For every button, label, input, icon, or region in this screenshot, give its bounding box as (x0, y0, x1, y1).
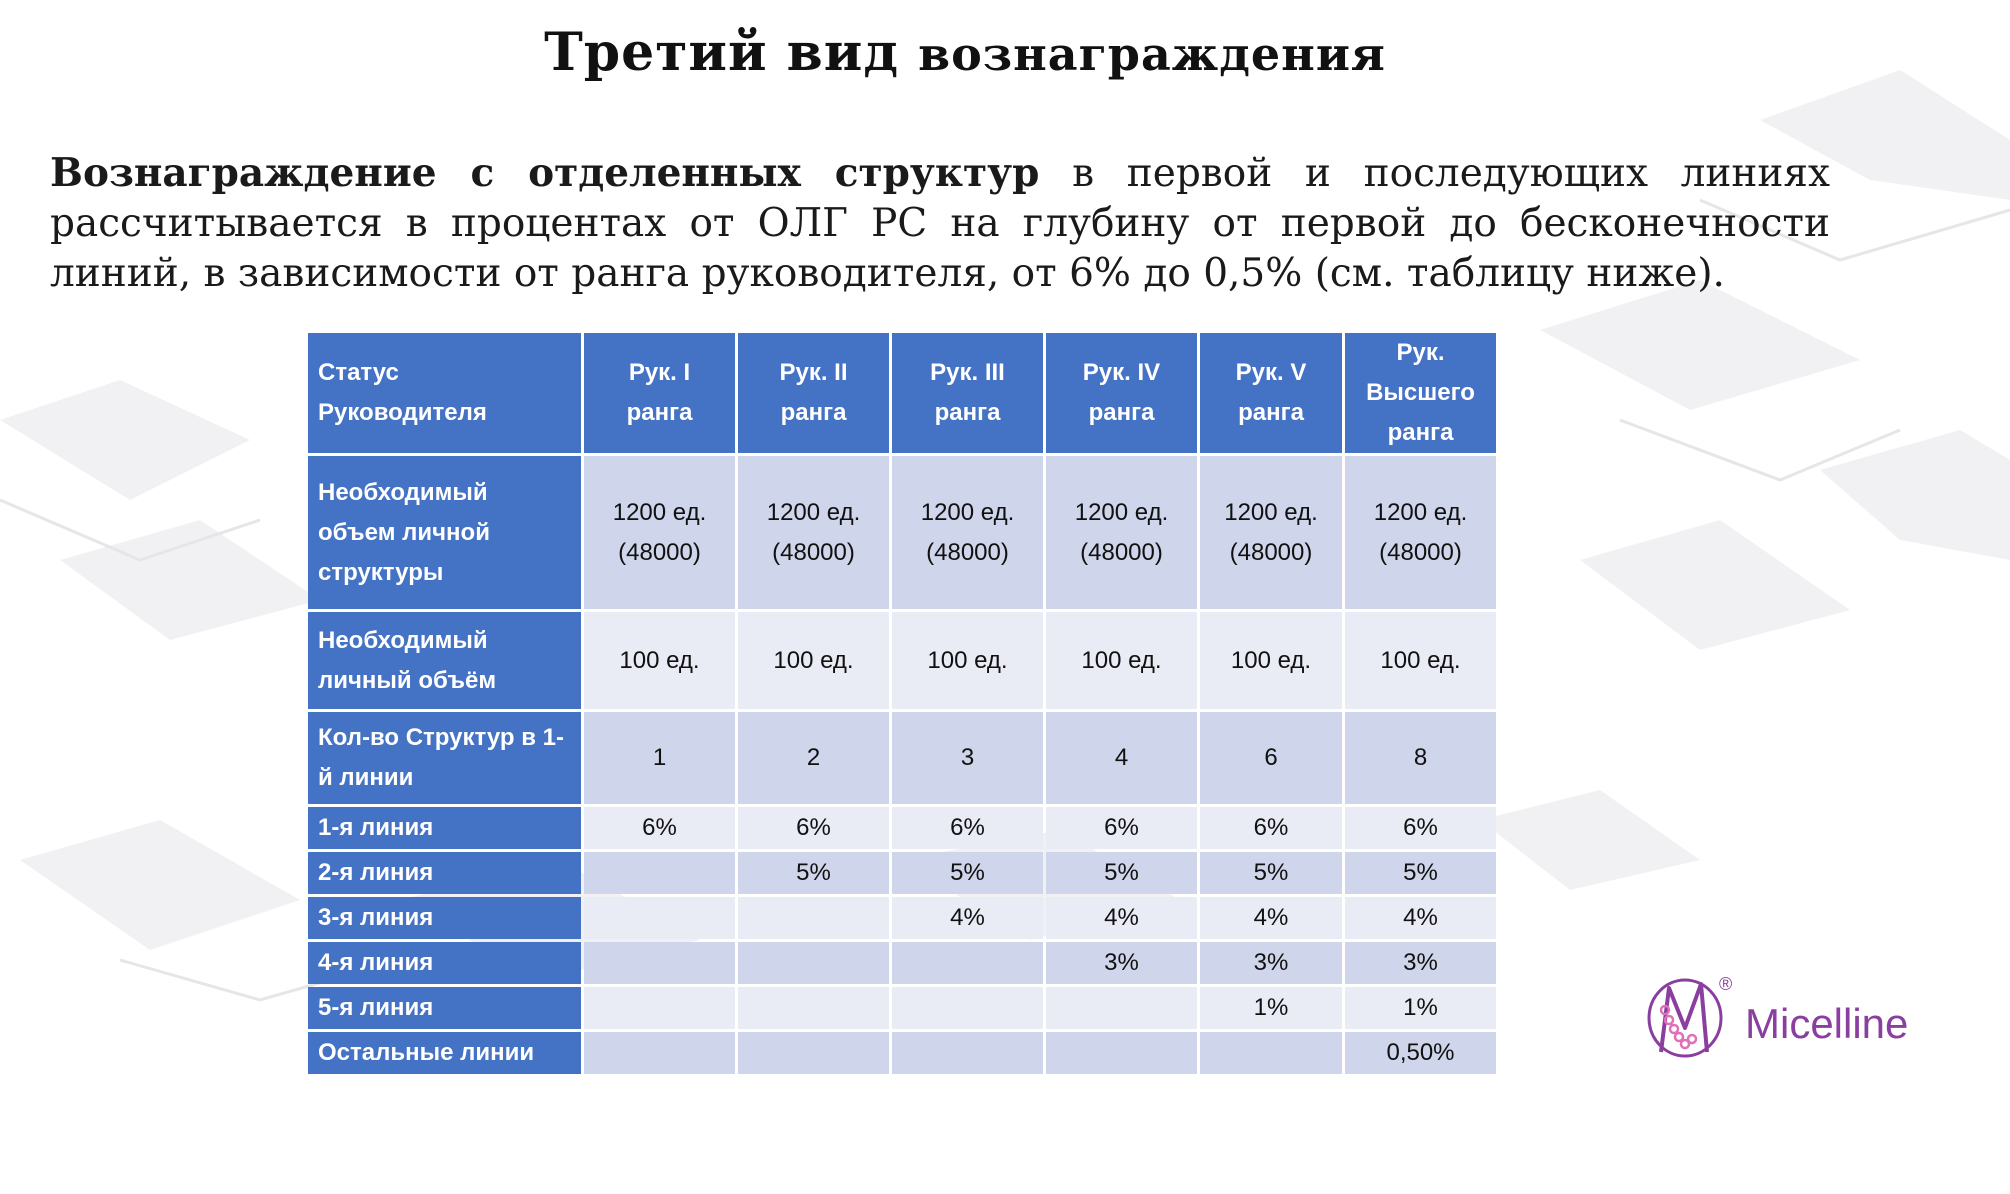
table-cell: 0,50% (1345, 1032, 1496, 1074)
table-cell (1200, 1032, 1342, 1074)
row-label: Необходимый объем личной структуры (308, 456, 581, 609)
table-cell: 1200 ед. (48000) (1345, 456, 1496, 609)
table-cell: 1200 ед. (48000) (892, 456, 1043, 609)
table-cell (584, 897, 735, 939)
table-cell: 3% (1345, 942, 1496, 984)
table-cell: 100 ед. (1200, 612, 1342, 709)
table-row (308, 852, 1496, 894)
table-cell: 100 ед. (1046, 612, 1197, 709)
table-cell: 100 ед. (892, 612, 1043, 709)
header-rank-1: Рук. I ранга (584, 333, 735, 453)
header-rank-3: Рук. III ранга (892, 333, 1043, 453)
table-cell: 6 (1200, 712, 1342, 804)
table-cell: 100 ед. (584, 612, 735, 709)
header-status-label: Статус Руководителя (308, 333, 581, 453)
table-cell: 5% (738, 852, 889, 894)
table-cell: 6% (892, 807, 1043, 849)
reward-table (305, 330, 1499, 1077)
table-cell: 6% (1200, 807, 1342, 849)
table-row (308, 712, 1496, 804)
table-cell (1046, 1032, 1197, 1074)
table-cell: 6% (584, 807, 735, 849)
table-cell (584, 1032, 735, 1074)
table-cell: 4 (1046, 712, 1197, 804)
table-row (308, 897, 1496, 939)
row-label: Кол-во Структур в 1-й линии (308, 712, 581, 804)
row-label: 5-я линия (308, 987, 581, 1029)
brand-name: Micelline (1745, 1000, 1909, 1047)
table-cell: 6% (1046, 807, 1197, 849)
header-rank-4: Рук. IV ранга (1046, 333, 1197, 453)
table-cell (738, 1032, 889, 1074)
table-cell: 1% (1345, 987, 1496, 1029)
table-cell (738, 987, 889, 1029)
table-cell: 100 ед. (1345, 612, 1496, 709)
table-cell: 1200 ед. (48000) (584, 456, 735, 609)
row-label: 3-я линия (308, 897, 581, 939)
table-row (308, 456, 1496, 609)
table-row (308, 987, 1496, 1029)
table-cell: 2 (738, 712, 889, 804)
table-cell (584, 852, 735, 894)
table-cell: 6% (738, 807, 889, 849)
table-cell: 1200 ед. (48000) (738, 456, 889, 609)
table-cell: 4% (1046, 897, 1197, 939)
table-cell: 1 (584, 712, 735, 804)
table-cell: 6% (1345, 807, 1496, 849)
table-cell (584, 942, 735, 984)
table-cell: 5% (1046, 852, 1197, 894)
table-row (308, 942, 1496, 984)
intro-bold: Вознаграждение с отделенных структур (50, 150, 1040, 196)
registered-mark: ® (1719, 974, 1733, 994)
intro-paragraph (50, 148, 1830, 299)
table-cell: 1% (1200, 987, 1342, 1029)
header-rank-5: Рук. V ранга (1200, 333, 1342, 453)
table-cell (584, 987, 735, 1029)
row-label: Остальные линии (308, 1032, 581, 1074)
header-rank-top: Рук. Высшего ранга (1345, 333, 1496, 453)
table-cell: 5% (1345, 852, 1496, 894)
table-cell: 1200 ед. (48000) (1200, 456, 1342, 609)
row-label: 2-я линия (308, 852, 581, 894)
table-cell (1046, 987, 1197, 1029)
table-cell (892, 1032, 1043, 1074)
table-cell: 3% (1046, 942, 1197, 984)
table-cell: 1200 ед. (48000) (1046, 456, 1197, 609)
table-cell: 4% (892, 897, 1043, 939)
row-label: 1-я линия (308, 807, 581, 849)
table-cell (892, 987, 1043, 1029)
table-cell (738, 942, 889, 984)
table-cell: 100 ед. (738, 612, 889, 709)
table-row (308, 1032, 1496, 1074)
table-header-row (308, 333, 1496, 453)
table-cell (892, 942, 1043, 984)
row-label: 4-я линия (308, 942, 581, 984)
page-title: Третий вид вознаграждения (544, 22, 1386, 83)
table-cell: 5% (892, 852, 1043, 894)
table-cell (738, 897, 889, 939)
table-cell: 4% (1200, 897, 1342, 939)
table-cell: 3 (892, 712, 1043, 804)
table-row (308, 612, 1496, 709)
table-cell: 3% (1200, 942, 1342, 984)
table-cell: 5% (1200, 852, 1342, 894)
table-cell: 8 (1345, 712, 1496, 804)
intro-text: в первой и последующих линиях рассчитывается в процентах от ОЛГ РС на глубину от первой до бесконечности линий, в зависимости от ранга руководителя, от 6% до 0,5% (см. таблицу ниже). (50, 151, 1830, 296)
row-label: Необходимый личный объём (308, 612, 581, 709)
header-rank-2: Рук. II ранга (738, 333, 889, 453)
table-cell: 4% (1345, 897, 1496, 939)
table-row (308, 807, 1496, 849)
